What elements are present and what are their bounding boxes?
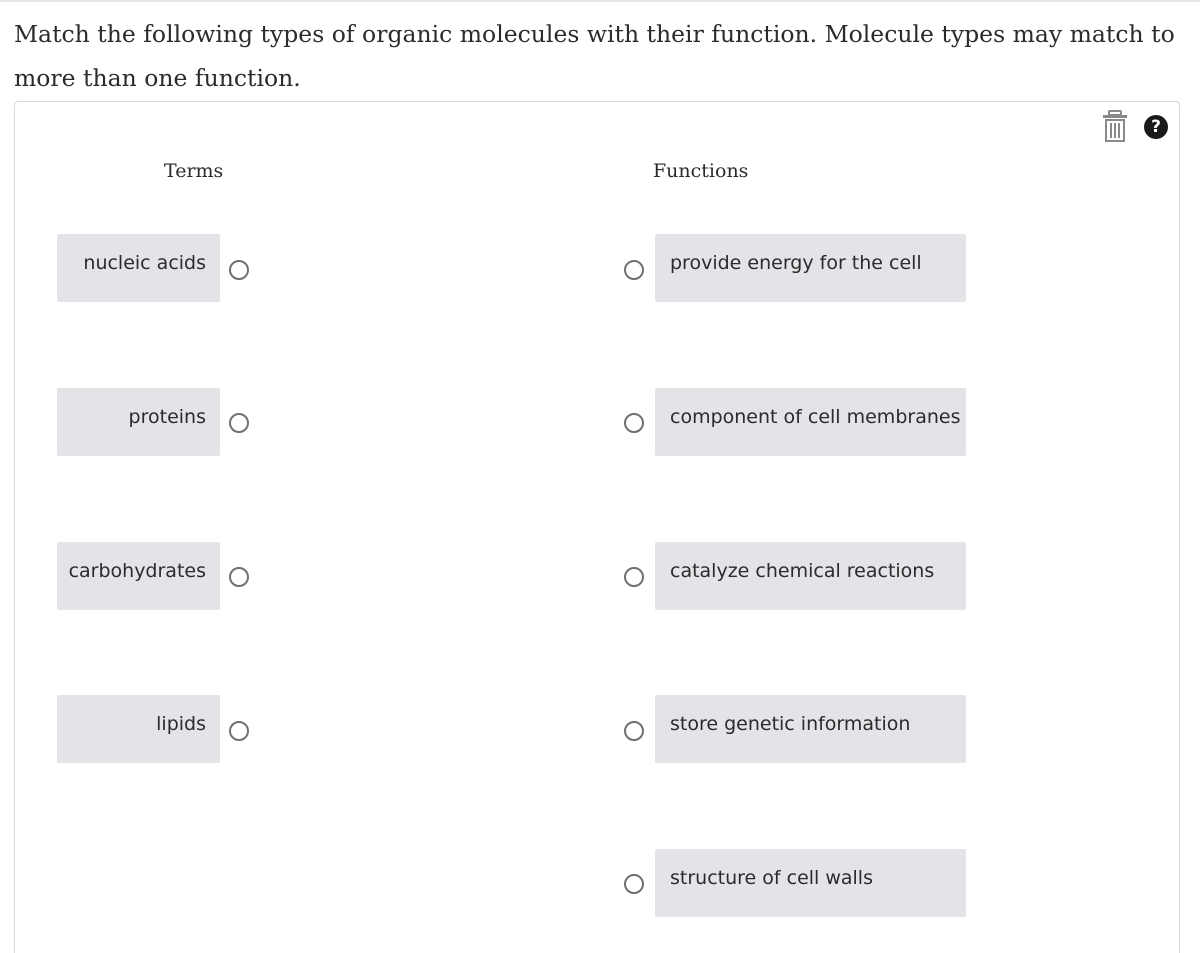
function-connector-cell-membranes[interactable]: [624, 413, 644, 433]
function-card-cell-membranes[interactable]: component of cell membranes: [655, 388, 966, 456]
function-connector-provide-energy[interactable]: [624, 260, 644, 280]
term-card-nucleic-acids[interactable]: nucleic acids: [57, 234, 220, 302]
function-card-genetic-information[interactable]: store genetic information: [655, 695, 966, 763]
question-prompt: Match the following types of organic molecules with their function. Molecule types may match to more than one function.: [14, 20, 1175, 92]
matching-panel: [14, 101, 1180, 953]
term-connector-carbohydrates[interactable]: [229, 567, 249, 587]
term-card-carbohydrates[interactable]: carbohydrates: [57, 542, 220, 610]
term-connector-proteins[interactable]: [229, 413, 249, 433]
function-card-catalyze-reactions[interactable]: catalyze chemical reactions: [655, 542, 966, 610]
help-icon[interactable]: ?: [1144, 115, 1168, 139]
term-card-proteins[interactable]: proteins: [57, 388, 220, 456]
function-connector-genetic-information[interactable]: [624, 721, 644, 741]
terms-header: Terms: [164, 160, 224, 182]
term-connector-lipids[interactable]: [229, 721, 249, 741]
function-card-cell-walls[interactable]: structure of cell walls: [655, 849, 966, 917]
term-card-lipids[interactable]: lipids: [57, 695, 220, 763]
function-connector-cell-walls[interactable]: [624, 874, 644, 894]
functions-header: Functions: [653, 160, 749, 182]
function-connector-catalyze-reactions[interactable]: [624, 567, 644, 587]
term-connector-nucleic-acids[interactable]: [229, 260, 249, 280]
trash-icon[interactable]: [1102, 110, 1128, 142]
top-divider: [0, 0, 1200, 2]
function-card-provide-energy[interactable]: provide energy for the cell: [655, 234, 966, 302]
